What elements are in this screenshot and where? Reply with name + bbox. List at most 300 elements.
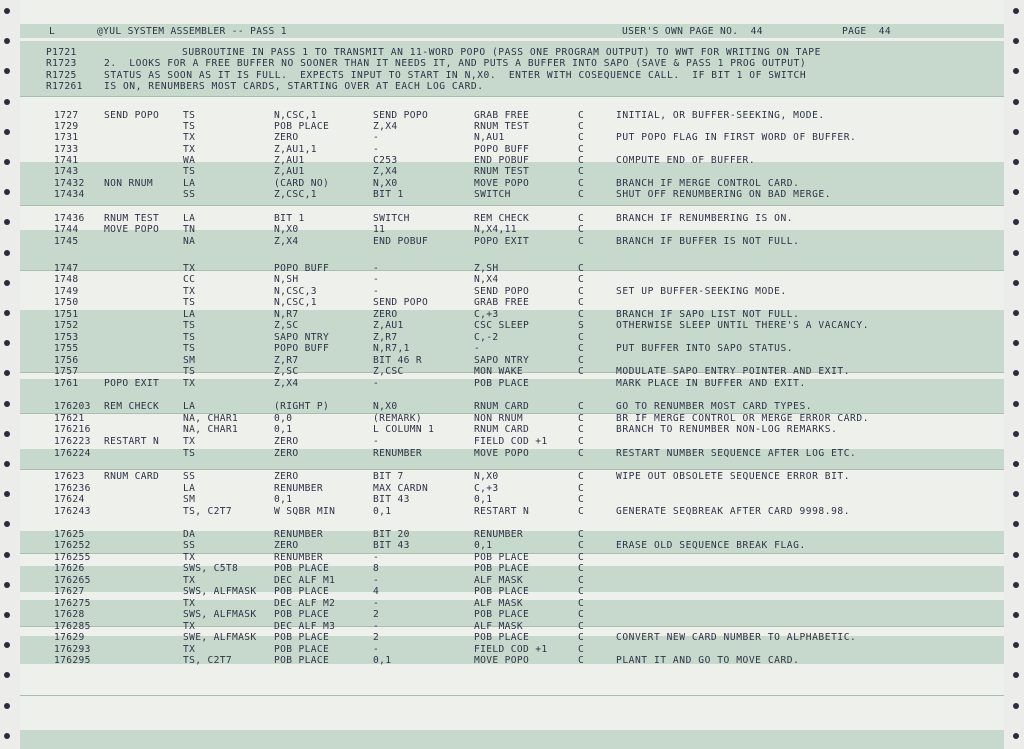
field-2: ALF MASK — [474, 575, 524, 586]
card-flag: C — [578, 343, 585, 354]
field-1: BIT 1 — [373, 189, 404, 200]
field-1: - — [373, 286, 380, 297]
comment-card-number: R1723 — [46, 58, 77, 69]
opcode: TS — [183, 320, 196, 331]
field-2: C,+3 — [474, 309, 499, 320]
line-comment: BRANCH IF RENUMBERING IS ON. — [616, 213, 794, 224]
opcode: SWS, ALFMASK — [183, 586, 257, 597]
comment-text: STATUS AS SOON AS IT IS FULL. EXPECTS INPUT TO START IN N,X0. ENTER WITH COSEQUENCE CALL. IF BIT 1 OF SWITCH — [104, 70, 807, 81]
opcode: TX — [183, 286, 196, 297]
opcode: SM — [183, 494, 196, 505]
operand: Z,AU1 — [274, 155, 305, 166]
opcode: LA — [183, 213, 196, 224]
opcode: TX — [183, 552, 196, 563]
field-1: - — [373, 621, 380, 632]
field-2: N,X4 — [474, 274, 499, 285]
opcode: TS — [183, 121, 196, 132]
sprocket-hole — [4, 431, 10, 437]
field-2: SWITCH — [474, 189, 511, 200]
operand: SAPO NTRY — [274, 332, 330, 343]
sprocket-hole — [1013, 370, 1019, 376]
card-flag: C — [578, 401, 585, 412]
sprocket-hole — [1013, 672, 1019, 678]
card-number: 1751 — [54, 309, 79, 320]
operand: (CARD NO) — [274, 178, 330, 189]
card-flag: C — [578, 575, 585, 586]
comment-text: IS ON, RENUMBERS MOST CARDS, STARTING OVER AT EACH LOG CARD. — [104, 81, 484, 92]
card-number: 1750 — [54, 297, 79, 308]
comment-card-number: P1721 — [46, 47, 77, 58]
field-1: - — [373, 144, 380, 155]
bar-rule — [20, 96, 1004, 97]
line-comment: OTHERWISE SLEEP UNTIL THERE'S A VACANCY. — [616, 320, 870, 331]
field-2: ALF MASK — [474, 598, 524, 609]
field-2: - — [474, 343, 481, 354]
card-flag: C — [578, 110, 585, 121]
card-number: 176285 — [54, 621, 91, 632]
card-number: 1745 — [54, 236, 79, 247]
card-flag: C — [578, 563, 585, 574]
opcode: WA — [183, 155, 196, 166]
field-2: FIELD COD +1 — [474, 436, 548, 447]
sprocket-hole — [4, 340, 10, 346]
field-1: - — [373, 378, 380, 389]
sprocket-hole — [4, 8, 10, 14]
card-flag: C — [578, 655, 585, 666]
field-1: 2 — [373, 609, 380, 620]
line-comment: BRANCH TO RENUMBER NON-LOG REMARKS. — [616, 424, 838, 435]
opcode: TX — [183, 263, 196, 274]
field-2: MOVE POPO — [474, 655, 530, 666]
card-flag: C — [578, 424, 585, 435]
bar-rule — [20, 695, 1004, 696]
sprocket-hole — [1013, 552, 1019, 558]
card-number: 17434 — [54, 189, 85, 200]
card-flag: C — [578, 621, 585, 632]
field-1: Z,R7 — [373, 332, 398, 343]
field-2: POPO BUFF — [474, 144, 530, 155]
sprocket-hole — [1013, 733, 1019, 739]
field-2: POB PLACE — [474, 609, 530, 620]
location-label: NON RNUM — [104, 178, 154, 189]
card-number: 1761 — [54, 378, 79, 389]
card-number: 1749 — [54, 286, 79, 297]
field-1: BIT 7 — [373, 471, 404, 482]
opcode: TS — [183, 343, 196, 354]
card-flag: C — [578, 332, 585, 343]
card-flag: C — [578, 644, 585, 655]
operand: Z,AU1 — [274, 166, 305, 177]
comment-card-number: R1725 — [46, 70, 77, 81]
sprocket-hole — [4, 582, 10, 588]
sprocket-hole — [4, 250, 10, 256]
location-label: SEND POPO — [104, 110, 160, 121]
opcode: TX — [183, 436, 196, 447]
operand: N,X0 — [274, 224, 299, 235]
card-number: 1748 — [54, 274, 79, 285]
sprocket-hole — [4, 68, 10, 74]
sprocket-hole — [4, 310, 10, 316]
card-flag: C — [578, 132, 585, 143]
field-2: GRAB FREE — [474, 297, 530, 308]
field-2: RNUM CARD — [474, 424, 530, 435]
operand: POB PLACE — [274, 632, 330, 643]
field-2: N,X4,11 — [474, 224, 517, 235]
field-1: - — [373, 575, 380, 586]
sprocket-hole — [4, 38, 10, 44]
operand: ZERO — [274, 540, 299, 551]
operand: RENUMBER — [274, 552, 324, 563]
card-number: 1743 — [54, 166, 79, 177]
sprocket-hole — [4, 99, 10, 105]
card-number: 176255 — [54, 552, 91, 563]
field-2: NON RNUM — [474, 413, 524, 424]
field-2: ALF MASK — [474, 621, 524, 632]
opcode: TX — [183, 575, 196, 586]
card-flag: C — [578, 632, 585, 643]
bar-rule — [20, 469, 1004, 470]
field-1: SEND POPO — [373, 110, 429, 121]
opcode: TS — [183, 448, 196, 459]
card-number: 176295 — [54, 655, 91, 666]
field-2: RNUM TEST — [474, 166, 530, 177]
card-number: 1757 — [54, 366, 79, 377]
sprocket-hole — [1013, 250, 1019, 256]
line-comment: PUT BUFFER INTO SAPO STATUS. — [616, 343, 794, 354]
operand: POPO BUFF — [274, 343, 330, 354]
opcode: SWS, ALFMASK — [183, 609, 257, 620]
line-comment: BRANCH IF BUFFER IS NOT FULL. — [616, 236, 800, 247]
opcode: TS — [183, 166, 196, 177]
card-number: 17625 — [54, 529, 85, 540]
line-comment: ERASE OLD SEQUENCE BREAK FLAG. — [616, 540, 806, 551]
sprocket-hole — [1013, 431, 1019, 437]
card-flag: C — [578, 274, 585, 285]
operand: N,CSC,1 — [274, 297, 317, 308]
bar-rule — [20, 205, 1004, 206]
field-2: 0,1 — [474, 540, 493, 551]
opcode: TS — [183, 332, 196, 343]
opcode: TX — [183, 144, 196, 155]
field-2: RNUM TEST — [474, 121, 530, 132]
opcode: SM — [183, 355, 196, 366]
bar-rule — [20, 270, 1004, 271]
field-1: - — [373, 132, 380, 143]
sprocket-hole — [1013, 189, 1019, 195]
opcode: TX — [183, 598, 196, 609]
card-flag: C — [578, 483, 585, 494]
field-2: C,+3 — [474, 483, 499, 494]
opcode: LA — [183, 483, 196, 494]
opcode: SS — [183, 189, 196, 200]
card-number: 176265 — [54, 575, 91, 586]
operand: RENUMBER — [274, 529, 324, 540]
sprocket-hole — [4, 461, 10, 467]
card-flag: C — [578, 436, 585, 447]
card-flag: S — [578, 320, 585, 331]
operand: 0,1 — [274, 424, 293, 435]
card-number: 1744 — [54, 224, 79, 235]
operand: Z,X4 — [274, 236, 299, 247]
field-1: L COLUMN 1 — [373, 424, 435, 435]
field-1: SEND POPO — [373, 297, 429, 308]
opcode: SS — [183, 471, 196, 482]
card-flag: C — [578, 189, 585, 200]
opcode: DA — [183, 529, 196, 540]
field-2: RNUM CARD — [474, 401, 530, 412]
field-1: 4 — [373, 586, 380, 597]
location-label: REM CHECK — [104, 401, 160, 412]
sprocket-hole — [4, 521, 10, 527]
card-number: 176224 — [54, 448, 91, 459]
card-number: 1755 — [54, 343, 79, 354]
sprocket-hole — [1013, 521, 1019, 527]
field-1: C253 — [373, 155, 398, 166]
field-1: - — [373, 274, 380, 285]
opcode: SWS, C5T8 — [183, 563, 239, 574]
line-comment: GENERATE SEQBREAK AFTER CARD 9998.98. — [616, 506, 851, 517]
field-1: END POBUF — [373, 236, 429, 247]
card-number: 176203 — [54, 401, 91, 412]
card-number: 176252 — [54, 540, 91, 551]
operand: Z,AU1,1 — [274, 144, 317, 155]
field-2: SEND POPO — [474, 286, 530, 297]
card-flag: C — [578, 586, 585, 597]
sprocket-hole — [4, 370, 10, 376]
card-number: 17627 — [54, 586, 85, 597]
card-flag: C — [578, 224, 585, 235]
card-flag: C — [578, 552, 585, 563]
opcode: NA, CHAR1 — [183, 413, 239, 424]
operand: POB PLACE — [274, 121, 330, 132]
field-1: 2 — [373, 632, 380, 643]
field-1: 11 — [373, 224, 386, 235]
card-flag: C — [578, 609, 585, 620]
field-1: - — [373, 263, 380, 274]
card-number: 176236 — [54, 483, 91, 494]
green-bar — [20, 730, 1004, 749]
field-1: Z,X4 — [373, 121, 398, 132]
sprocket-hole — [4, 159, 10, 165]
card-flag: C — [578, 506, 585, 517]
operand: Z,SC — [274, 366, 299, 377]
field-1: Z,CSC — [373, 366, 404, 377]
operand: 0,1 — [274, 494, 293, 505]
opcode: TS — [183, 110, 196, 121]
operand: ZERO — [274, 471, 299, 482]
field-1: N,X0 — [373, 401, 398, 412]
sprocket-hole — [4, 491, 10, 497]
sprocket-hole — [4, 552, 10, 558]
sprocket-hole — [1013, 401, 1019, 407]
opcode: TS — [183, 297, 196, 308]
operand: ZERO — [274, 448, 299, 459]
opcode: NA — [183, 236, 196, 247]
sprocket-hole — [4, 219, 10, 225]
card-flag: C — [578, 166, 585, 177]
opcode: TX — [183, 644, 196, 655]
opcode: CC — [183, 274, 196, 285]
operand: RENUMBER — [274, 483, 324, 494]
card-flag: C — [578, 529, 585, 540]
sprocket-hole — [4, 401, 10, 407]
operand: Z,SC — [274, 320, 299, 331]
sprocket-hole — [1013, 612, 1019, 618]
card-flag: C — [578, 366, 585, 377]
card-number: 17624 — [54, 494, 85, 505]
line-comment: GO TO RENUMBER MOST CARD TYPES. — [616, 401, 813, 412]
card-flag: C — [578, 144, 585, 155]
operand: DEC ALF M2 — [274, 598, 336, 609]
card-number: 1733 — [54, 144, 79, 155]
field-1: - — [373, 552, 380, 563]
field-1: MAX CARDN — [373, 483, 429, 494]
card-number: 17432 — [54, 178, 85, 189]
operand: N,R7 — [274, 309, 299, 320]
printout-title: @YUL SYSTEM ASSEMBLER -- PASS 1 — [97, 26, 287, 37]
sprocket-hole — [4, 280, 10, 286]
field-1: 0,1 — [373, 506, 392, 517]
line-comment: BR IF MERGE CONTROL OR MERGE ERROR CARD. — [616, 413, 870, 424]
opcode: TX — [183, 132, 196, 143]
line-comment: SHUT OFF RENUMBERING ON BAD MERGE. — [616, 189, 832, 200]
sprocket-hole — [1013, 219, 1019, 225]
field-1: - — [373, 598, 380, 609]
card-flag: C — [578, 297, 585, 308]
line-comment: SET UP BUFFER-SEEKING MODE. — [616, 286, 787, 297]
field-2: REM CHECK — [474, 213, 530, 224]
opcode: TX — [183, 378, 196, 389]
sprocket-hole — [1013, 340, 1019, 346]
card-number: 1753 — [54, 332, 79, 343]
sprocket-hole — [1013, 159, 1019, 165]
card-flag: C — [578, 494, 585, 505]
field-2: Z,SH — [474, 263, 499, 274]
operand: POB PLACE — [274, 655, 330, 666]
card-flag: C — [578, 540, 585, 551]
operand: ZERO — [274, 132, 299, 143]
opcode: LA — [183, 309, 196, 320]
card-flag: C — [578, 309, 585, 320]
opcode: TS — [183, 366, 196, 377]
card-number: 1741 — [54, 155, 79, 166]
sprocket-hole — [1013, 38, 1019, 44]
line-comment: INITIAL, OR BUFFER-SEEKING, MODE. — [616, 110, 825, 121]
sprocket-hole — [1013, 461, 1019, 467]
location-label: RNUM CARD — [104, 471, 160, 482]
card-flag: C — [578, 448, 585, 459]
card-flag: C — [578, 413, 585, 424]
field-2: RESTART N — [474, 506, 530, 517]
field-2: POB PLACE — [474, 586, 530, 597]
opcode: SS — [183, 540, 196, 551]
operand: Z,X4 — [274, 378, 299, 389]
field-2: N,X0 — [474, 471, 499, 482]
field-1: Z,AU1 — [373, 320, 404, 331]
operand: W SQBR MIN — [274, 506, 336, 517]
card-flag: C — [578, 355, 585, 366]
field-2: MON WAKE — [474, 366, 524, 377]
line-comment: PUT POPO FLAG IN FIRST WORD OF BUFFER. — [616, 132, 857, 143]
operand: Z,CSC,1 — [274, 189, 317, 200]
field-2: POB PLACE — [474, 378, 530, 389]
line-comment: RESTART NUMBER SEQUENCE AFTER LOG ETC. — [616, 448, 857, 459]
field-1: BIT 43 — [373, 540, 410, 551]
card-number: 1752 — [54, 320, 79, 331]
card-number: 1727 — [54, 110, 79, 121]
sprocket-hole — [1013, 491, 1019, 497]
operand: N,CSC,3 — [274, 286, 317, 297]
operand: POB PLACE — [274, 644, 330, 655]
field-1: - — [373, 644, 380, 655]
line-comment: WIPE OUT OBSOLETE SEQUENCE ERROR BIT. — [616, 471, 851, 482]
opcode: TS, C2T7 — [183, 655, 233, 666]
sprocket-hole — [4, 703, 10, 709]
card-number: 176216 — [54, 424, 91, 435]
user-page-number: USER'S OWN PAGE NO. 44 — [622, 26, 763, 37]
card-number: 17621 — [54, 413, 85, 424]
operand: DEC ALF M3 — [274, 621, 336, 632]
card-number: 1731 — [54, 132, 79, 143]
card-number: 17628 — [54, 609, 85, 620]
operand: POB PLACE — [274, 586, 330, 597]
card-flag: C — [578, 263, 585, 274]
line-comment: BRANCH IF SAPO LIST NOT FULL. — [616, 309, 800, 320]
card-flag: C — [578, 213, 585, 224]
field-2: MOVE POPO — [474, 178, 530, 189]
location-label: POPO EXIT — [104, 378, 160, 389]
field-2: SAPO NTRY — [474, 355, 530, 366]
field-2: POB PLACE — [474, 563, 530, 574]
operand: Z,R7 — [274, 355, 299, 366]
field-2: FIELD COD +1 — [474, 644, 548, 655]
field-1: - — [373, 436, 380, 447]
field-1: BIT 46 R — [373, 355, 423, 366]
sprocket-hole — [1013, 582, 1019, 588]
sprocket-hole — [4, 612, 10, 618]
location-label: RESTART N — [104, 436, 160, 447]
opcode: TN — [183, 224, 196, 235]
field-1: SWITCH — [373, 213, 410, 224]
sprocket-hole — [4, 672, 10, 678]
field-2: N,AU1 — [474, 132, 505, 143]
field-1: 8 — [373, 563, 380, 574]
card-number: 17626 — [54, 563, 85, 574]
sprocket-hole — [1013, 310, 1019, 316]
line-comment: CONVERT NEW CARD NUMBER TO ALPHABETIC. — [616, 632, 857, 643]
comment-card-number: R17261 — [46, 81, 83, 92]
sprocket-hole — [1013, 68, 1019, 74]
card-flag: C — [578, 236, 585, 247]
card-number: 17623 — [54, 471, 85, 482]
sprocket-hole — [1013, 129, 1019, 135]
card-number: 176275 — [54, 598, 91, 609]
card-flag: C — [578, 598, 585, 609]
opcode: LA — [183, 178, 196, 189]
field-1: BIT 43 — [373, 494, 410, 505]
card-flag: C — [578, 471, 585, 482]
sprocket-hole — [1013, 8, 1019, 14]
card-number: 1747 — [54, 263, 79, 274]
opcode: TS, C2T7 — [183, 506, 233, 517]
operand: (RIGHT P) — [274, 401, 330, 412]
operand: ZERO — [274, 436, 299, 447]
card-number: 1756 — [54, 355, 79, 366]
operand: N,SH — [274, 274, 299, 285]
card-number: 17629 — [54, 632, 85, 643]
field-1: Z,X4 — [373, 166, 398, 177]
field-1: 0,1 — [373, 655, 392, 666]
